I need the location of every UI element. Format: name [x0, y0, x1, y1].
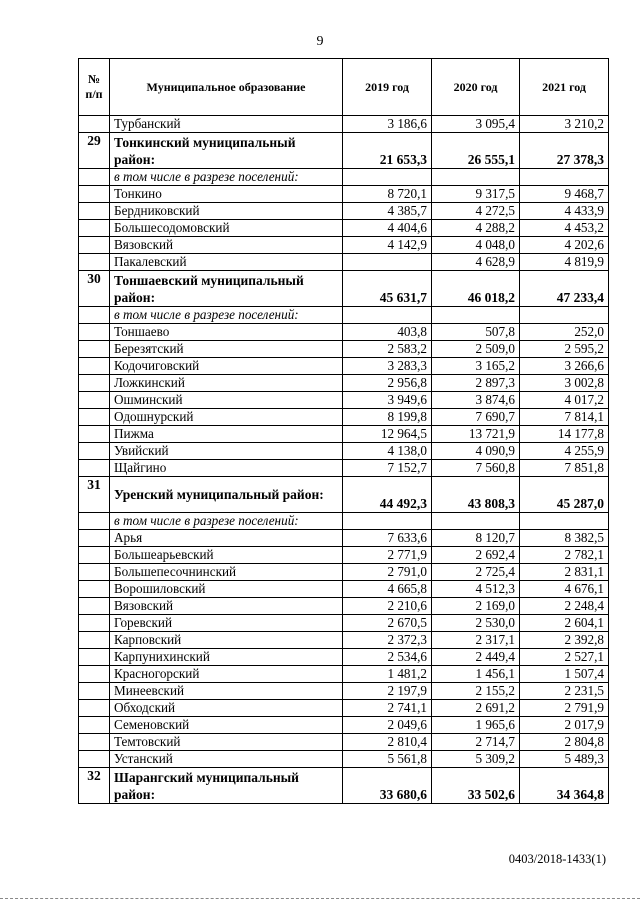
municipality-name: Семеновский: [110, 717, 343, 734]
value-2020: 2 691,2: [432, 700, 520, 717]
value-2019: 2 810,4: [343, 734, 432, 751]
row-index: [79, 683, 110, 700]
value-2019: 21 653,3: [343, 133, 432, 169]
value-2020: 2 169,0: [432, 598, 520, 615]
row-index: [79, 581, 110, 598]
value-2020: 5 309,2: [432, 751, 520, 768]
table-row: [79, 237, 609, 254]
municipality-name: Тонкино: [110, 186, 343, 203]
value-2020: 2 725,4: [432, 564, 520, 581]
value-2020: 26 555,1: [432, 133, 520, 169]
row-index: 32: [79, 768, 110, 804]
value-2020: 46 018,2: [432, 271, 520, 307]
value-2019: 2 771,9: [343, 547, 432, 564]
value-2020: 4 048,0: [432, 237, 520, 254]
value-2021: 4 676,1: [520, 581, 609, 598]
value-2019: [343, 307, 432, 324]
row-index: [79, 564, 110, 581]
value-2021: 2 791,9: [520, 700, 609, 717]
subheader-row: [79, 307, 609, 324]
table-row: [79, 358, 609, 375]
district-row: [79, 271, 609, 307]
value-2020: 4 628,9: [432, 254, 520, 271]
table-row: [79, 615, 609, 632]
value-2019: 8 720,1: [343, 186, 432, 203]
table-row: [79, 220, 609, 237]
table-row: [79, 186, 609, 203]
table-row: [79, 666, 609, 683]
row-index: [79, 426, 110, 443]
table-row: [79, 392, 609, 409]
municipality-name: в том числе в разрезе поселений:: [110, 169, 343, 186]
municipality-name: Шарангский муниципальный район:: [110, 768, 343, 804]
municipality-name: Увийский: [110, 443, 343, 460]
value-2019: [343, 254, 432, 271]
value-2021: 3 210,2: [520, 116, 609, 133]
budget-table: [78, 58, 609, 804]
district-row: [79, 477, 609, 513]
row-index: [79, 324, 110, 341]
value-2021: 252,0: [520, 324, 609, 341]
value-2021: 4 017,2: [520, 392, 609, 409]
value-2019: 44 492,3: [343, 477, 432, 513]
value-2019: 2 372,3: [343, 632, 432, 649]
value-2021: 34 364,8: [520, 768, 609, 804]
value-2020: 7 690,7: [432, 409, 520, 426]
municipality-name: Березятский: [110, 341, 343, 358]
table-row: [79, 116, 609, 133]
value-2021: 3 002,8: [520, 375, 609, 392]
header-index: № п/п: [79, 59, 110, 116]
value-2021: 4 453,2: [520, 220, 609, 237]
value-2021: 2 248,4: [520, 598, 609, 615]
row-index: [79, 734, 110, 751]
table-header-row: [79, 59, 609, 116]
value-2020: 2 530,0: [432, 615, 520, 632]
value-2019: 4 404,6: [343, 220, 432, 237]
municipality-name: Минеевский: [110, 683, 343, 700]
value-2021: 4 202,6: [520, 237, 609, 254]
value-2019: 3 949,6: [343, 392, 432, 409]
value-2021: 2 804,8: [520, 734, 609, 751]
value-2021: 2 604,1: [520, 615, 609, 632]
table-row: [79, 717, 609, 734]
municipality-name: Пакалевский: [110, 254, 343, 271]
value-2021: 7 851,8: [520, 460, 609, 477]
value-2020: 3 165,2: [432, 358, 520, 375]
value-2021: 4 819,9: [520, 254, 609, 271]
table-row: [79, 564, 609, 581]
value-2021: 1 507,4: [520, 666, 609, 683]
municipality-name: Турбанский: [110, 116, 343, 133]
row-index: [79, 116, 110, 133]
value-2019: 2 049,6: [343, 717, 432, 734]
value-2020: 4 288,2: [432, 220, 520, 237]
municipality-name: Устанский: [110, 751, 343, 768]
value-2019: 2 210,6: [343, 598, 432, 615]
table-row: [79, 683, 609, 700]
table-row: [79, 426, 609, 443]
value-2020: 33 502,6: [432, 768, 520, 804]
municipality-name: Уренский муниципальный район:: [110, 477, 343, 513]
page-bottom-divider: [0, 898, 640, 899]
table-row: [79, 598, 609, 615]
table-row: [79, 375, 609, 392]
value-2021: [520, 169, 609, 186]
row-index: [79, 751, 110, 768]
row-index: [79, 615, 110, 632]
table-row: [79, 341, 609, 358]
value-2019: [343, 169, 432, 186]
value-2020: 1 456,1: [432, 666, 520, 683]
row-index: [79, 513, 110, 530]
municipality-name: Ошминский: [110, 392, 343, 409]
header-2021: 2021 год: [520, 59, 609, 116]
municipality-name: Одошнурский: [110, 409, 343, 426]
row-index: [79, 220, 110, 237]
row-index: [79, 717, 110, 734]
municipality-name: Тоншаевский муниципальный район:: [110, 271, 343, 307]
value-2019: 1 481,2: [343, 666, 432, 683]
value-2019: 2 741,1: [343, 700, 432, 717]
table-body: [79, 116, 609, 804]
value-2020: 2 317,1: [432, 632, 520, 649]
row-index: [79, 530, 110, 547]
header-2020: 2020 год: [432, 59, 520, 116]
value-2019: 3 186,6: [343, 116, 432, 133]
table-row: [79, 254, 609, 271]
value-2020: 2 509,0: [432, 341, 520, 358]
value-2021: 2 595,2: [520, 341, 609, 358]
municipality-name: Красногорский: [110, 666, 343, 683]
table-row: [79, 547, 609, 564]
value-2020: 9 317,5: [432, 186, 520, 203]
subheader-row: [79, 513, 609, 530]
value-2020: 507,8: [432, 324, 520, 341]
municipality-name: Пижма: [110, 426, 343, 443]
municipality-name: Карповский: [110, 632, 343, 649]
row-index: [79, 341, 110, 358]
table-row: [79, 649, 609, 666]
value-2019: 2 534,6: [343, 649, 432, 666]
municipality-name: Кодочиговский: [110, 358, 343, 375]
value-2019: 2 583,2: [343, 341, 432, 358]
row-index: 31: [79, 477, 110, 513]
value-2020: 2 449,4: [432, 649, 520, 666]
row-index: [79, 460, 110, 477]
municipality-name: Большеарьевский: [110, 547, 343, 564]
table-row: [79, 203, 609, 220]
municipality-name: Большепесочнинский: [110, 564, 343, 581]
value-2021: [520, 307, 609, 324]
row-index: [79, 666, 110, 683]
municipality-name: Обходский: [110, 700, 343, 717]
municipality-name: Вязовский: [110, 237, 343, 254]
value-2019: 7 633,6: [343, 530, 432, 547]
municipality-name: Щайгино: [110, 460, 343, 477]
value-2019: 8 199,8: [343, 409, 432, 426]
value-2019: 3 283,3: [343, 358, 432, 375]
row-index: [79, 169, 110, 186]
value-2019: 4 142,9: [343, 237, 432, 254]
municipality-name: Ложкинский: [110, 375, 343, 392]
value-2021: 45 287,0: [520, 477, 609, 513]
value-2020: 8 120,7: [432, 530, 520, 547]
value-2021: 2 017,9: [520, 717, 609, 734]
row-index: [79, 547, 110, 564]
row-index: [79, 237, 110, 254]
value-2021: 4 255,9: [520, 443, 609, 460]
table-row: [79, 700, 609, 717]
value-2019: 12 964,5: [343, 426, 432, 443]
header-municipality: Муниципальное образование: [110, 59, 343, 116]
row-index: [79, 358, 110, 375]
page-number: 9: [316, 34, 324, 49]
value-2020: 3 874,6: [432, 392, 520, 409]
row-index: [79, 632, 110, 649]
municipality-name: Большесодомовский: [110, 220, 343, 237]
municipality-name: Темтовский: [110, 734, 343, 751]
value-2020: 13 721,9: [432, 426, 520, 443]
table-row: [79, 460, 609, 477]
value-2021: 27 378,3: [520, 133, 609, 169]
value-2021: [520, 513, 609, 530]
value-2021: 2 831,1: [520, 564, 609, 581]
row-index: [79, 649, 110, 666]
value-2020: 4 090,9: [432, 443, 520, 460]
row-index: [79, 392, 110, 409]
value-2020: 43 808,3: [432, 477, 520, 513]
value-2021: 4 433,9: [520, 203, 609, 220]
value-2019: [343, 513, 432, 530]
value-2021: 47 233,4: [520, 271, 609, 307]
value-2019: 2 791,0: [343, 564, 432, 581]
value-2021: 2 782,1: [520, 547, 609, 564]
municipality-name: в том числе в разрезе поселений:: [110, 513, 343, 530]
value-2021: 9 468,7: [520, 186, 609, 203]
value-2020: [432, 169, 520, 186]
value-2021: 3 266,6: [520, 358, 609, 375]
row-index: 29: [79, 133, 110, 169]
value-2020: [432, 513, 520, 530]
row-index: [79, 186, 110, 203]
district-row: [79, 768, 609, 804]
table-row: [79, 324, 609, 341]
row-index: [79, 375, 110, 392]
value-2021: 2 231,5: [520, 683, 609, 700]
table-row: [79, 530, 609, 547]
header-2019: 2019 год: [343, 59, 432, 116]
document-code: 0403/2018-1433(1): [508, 852, 606, 866]
table-row: [79, 632, 609, 649]
municipality-name: Арья: [110, 530, 343, 547]
row-index: [79, 254, 110, 271]
municipality-name: Тоншаево: [110, 324, 343, 341]
value-2019: 33 680,6: [343, 768, 432, 804]
row-index: [79, 203, 110, 220]
table-row: [79, 734, 609, 751]
value-2019: 45 631,7: [343, 271, 432, 307]
value-2020: 2 714,7: [432, 734, 520, 751]
value-2020: 3 095,4: [432, 116, 520, 133]
municipality-name: Карпунихинский: [110, 649, 343, 666]
table-row: [79, 409, 609, 426]
value-2021: 14 177,8: [520, 426, 609, 443]
value-2019: 4 385,7: [343, 203, 432, 220]
value-2019: 2 956,8: [343, 375, 432, 392]
municipality-name: Ворошиловский: [110, 581, 343, 598]
value-2020: 2 897,3: [432, 375, 520, 392]
municipality-name: в том числе в разрезе поселений:: [110, 307, 343, 324]
row-index: [79, 598, 110, 615]
municipality-name: Бердниковский: [110, 203, 343, 220]
value-2020: 2 155,2: [432, 683, 520, 700]
district-row: [79, 133, 609, 169]
value-2020: 7 560,8: [432, 460, 520, 477]
value-2021: 2 527,1: [520, 649, 609, 666]
value-2019: 4 665,8: [343, 581, 432, 598]
row-index: [79, 700, 110, 717]
value-2019: 2 670,5: [343, 615, 432, 632]
value-2021: 7 814,1: [520, 409, 609, 426]
value-2019: 7 152,7: [343, 460, 432, 477]
table-row: [79, 751, 609, 768]
value-2021: 8 382,5: [520, 530, 609, 547]
row-index: 30: [79, 271, 110, 307]
row-index: [79, 307, 110, 324]
value-2019: 403,8: [343, 324, 432, 341]
subheader-row: [79, 169, 609, 186]
municipality-name: Вязовский: [110, 598, 343, 615]
value-2019: 4 138,0: [343, 443, 432, 460]
municipality-name: Тонкинский муниципальный район:: [110, 133, 343, 169]
value-2021: 5 489,3: [520, 751, 609, 768]
table-row: [79, 443, 609, 460]
value-2020: 1 965,6: [432, 717, 520, 734]
value-2020: 4 272,5: [432, 203, 520, 220]
table-row: [79, 581, 609, 598]
value-2020: 4 512,3: [432, 581, 520, 598]
row-index: [79, 409, 110, 426]
value-2020: [432, 307, 520, 324]
value-2019: 5 561,8: [343, 751, 432, 768]
municipality-name: Горевский: [110, 615, 343, 632]
value-2021: 2 392,8: [520, 632, 609, 649]
row-index: [79, 443, 110, 460]
value-2020: 2 692,4: [432, 547, 520, 564]
value-2019: 2 197,9: [343, 683, 432, 700]
